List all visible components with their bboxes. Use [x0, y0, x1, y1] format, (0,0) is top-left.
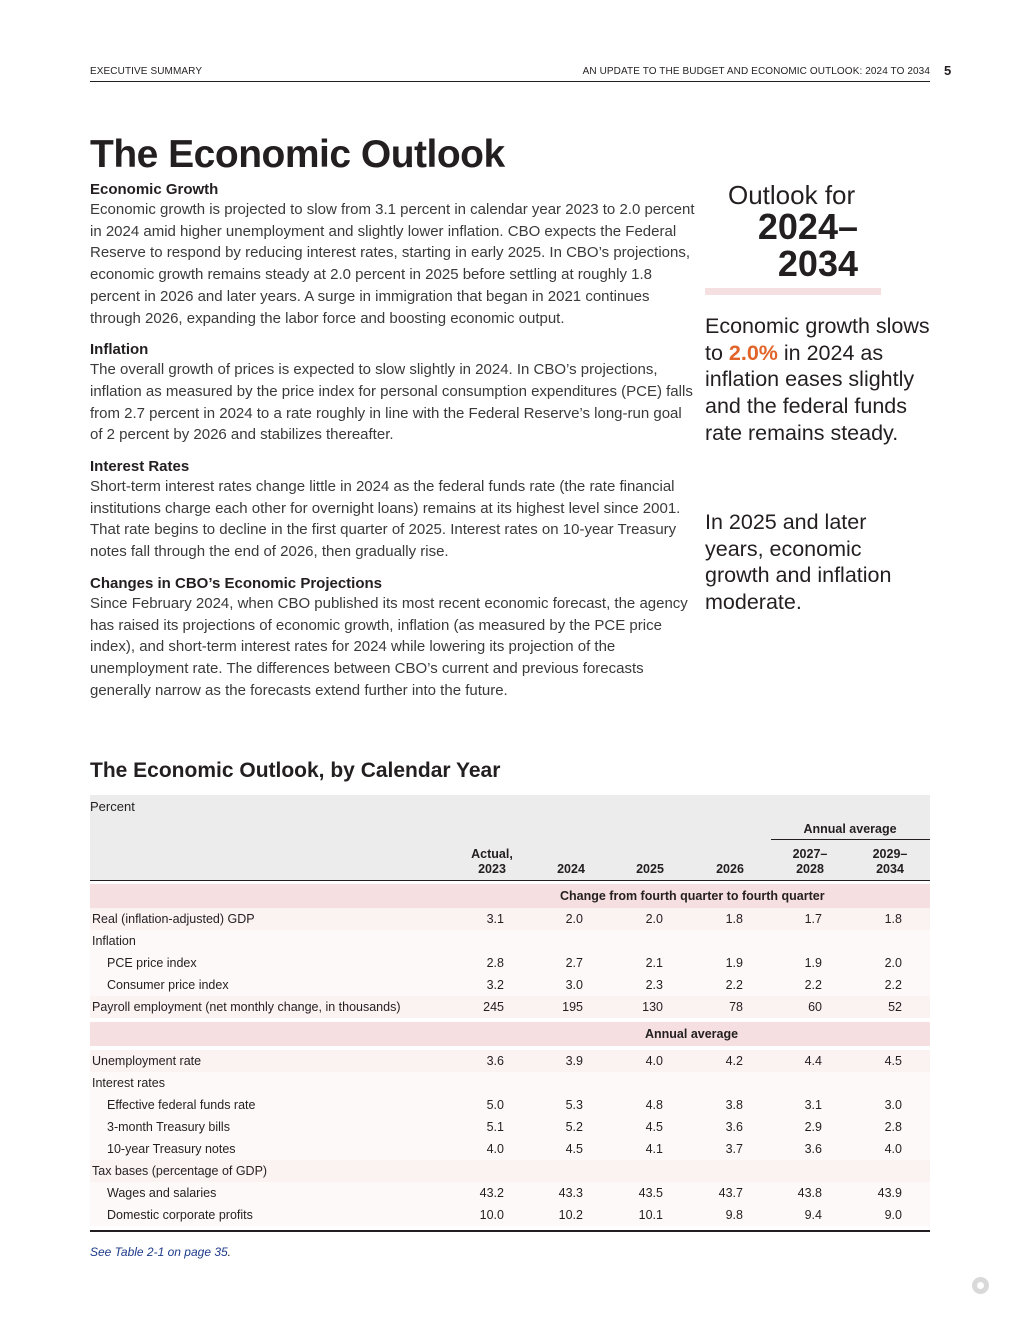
column-header-2025: [612, 862, 688, 877]
section-heading: Changes in CBO’s Economic Projections: [90, 574, 383, 592]
column-header-2024: [533, 862, 609, 877]
table-cell: 2.3: [645, 978, 663, 992]
column-group-label: Annual average: [803, 822, 897, 836]
table-cell: 4.2: [725, 1054, 743, 1068]
row-label: Wages and salaries: [107, 1186, 217, 1200]
column-header-2029-2034: [851, 847, 929, 877]
table-cell: 4.1: [645, 1142, 663, 1156]
running-header: [90, 64, 930, 82]
table-cell: 1.9: [804, 956, 822, 970]
table-cell: 4.0: [884, 1142, 902, 1156]
table-cell: 10.1: [638, 1208, 663, 1222]
table-cell: 10.0: [479, 1208, 504, 1222]
table-cell: 78: [729, 1000, 743, 1014]
table-row: [90, 1182, 930, 1204]
table-cell: 245: [483, 1000, 504, 1014]
section-heading: Interest Rates: [90, 458, 190, 476]
sidebar-paragraph-1: [705, 313, 930, 447]
table-cell: 1.7: [804, 912, 822, 926]
table-row: [90, 1204, 930, 1226]
table-reference-link[interactable]: See Table 2-1 on page 35: [90, 1245, 228, 1259]
table-row: [90, 1094, 930, 1116]
table-cell: 2.0: [884, 956, 902, 970]
note-period: .: [227, 1245, 232, 1259]
column-header-2023: [454, 847, 530, 877]
sidebar-highlight-value: 2.0%: [728, 340, 778, 365]
table-cell: 43.8: [797, 1186, 822, 1200]
column-header-2026: [692, 862, 768, 877]
table-row: [90, 1072, 930, 1094]
table-cell: 2.7: [565, 956, 583, 970]
section-paragraph: Economic growth is projected to slow from 3.1 percent in calendar year 2023 to 2.0 percent in 2024 amid higher unemployment and slightly lower inflation. CBO expects the Federal Reserve to respond by reducing interest rates, starting in early 2025. In CBO’s projections, economic growth remains steady at 2.0 percent in 2025 before settling at roughly 1.8 percent in 2026 and later years. A surge in immigration that began in 2021 continues through 2026, expanding the labor force and boosting economic output.: [90, 201, 695, 327]
table-cell: 3.8: [725, 1098, 743, 1112]
table-cell: 3.6: [804, 1142, 822, 1156]
section-inflation: [90, 340, 695, 446]
table-cell: 1.9: [725, 956, 743, 970]
row-label: Inflation: [92, 934, 136, 948]
table-row: [90, 930, 930, 952]
table-cell: 4.5: [565, 1142, 583, 1156]
table-cell: 2.2: [884, 978, 902, 992]
body-text-column: [90, 180, 695, 712]
table-cell: 52: [888, 1000, 902, 1014]
row-label: Payroll employment (net monthly change, in thousands): [92, 1000, 401, 1014]
table-cell: 2.1: [645, 956, 663, 970]
table-row: [90, 1050, 930, 1072]
table-cell: 3.0: [884, 1098, 902, 1112]
table-cell: 43.2: [479, 1186, 504, 1200]
table-cell: 3.6: [725, 1120, 743, 1134]
section-heading: Inflation: [90, 341, 149, 359]
header-rule: [90, 880, 930, 881]
cbo-logo-icon: [972, 1277, 989, 1294]
table-cell: 43.3: [558, 1186, 583, 1200]
table-cell: 5.2: [565, 1120, 583, 1134]
table-header: [90, 795, 930, 881]
sidebar-p1-start: Economic growth slows to: [705, 314, 930, 365]
table-subhead: [90, 884, 930, 908]
table-cell: 2.8: [486, 956, 504, 970]
column-header-line2: 2023: [478, 862, 506, 876]
row-label: Unemployment rate: [92, 1054, 202, 1068]
sidebar-years-line1: 2024–: [757, 206, 858, 247]
row-label: Tax bases (percentage of GDP): [92, 1164, 268, 1178]
table-cell: 60: [808, 1000, 822, 1014]
table-row: [90, 1138, 930, 1160]
table-cell: 43.9: [877, 1186, 902, 1200]
section-interest-rates: [90, 457, 695, 563]
table-cell: 5.3: [565, 1098, 583, 1112]
header-section-label: EXECUTIVE SUMMARY: [90, 66, 203, 77]
table-cell: 5.1: [486, 1120, 504, 1134]
table-cell: 2.2: [725, 978, 743, 992]
page-title: The Economic Outlook: [90, 133, 505, 176]
table-cell: 4.5: [884, 1054, 902, 1068]
table-cell: 4.0: [645, 1054, 663, 1068]
column-header-2027-2028: [771, 847, 849, 877]
section-heading: Economic Growth: [90, 181, 219, 198]
section-paragraph: Since February 2024, when CBO published its most recent economic forecast, the agency has raised its projections of economic growth, inflation (as measured by the PCE price index), and short-term interest rates for 2024 while lowering its projection of the unemployment rate. The differences between CBO’s current and previous forecasts generally narrow as the forecasts extend further into the future.: [90, 594, 688, 699]
table-cell: 3.1: [804, 1098, 822, 1112]
table-cell: 5.0: [486, 1098, 504, 1112]
table-cell: 43.7: [718, 1186, 743, 1200]
table-cell: 130: [642, 1000, 663, 1014]
row-label: 3-month Treasury bills: [107, 1120, 230, 1134]
table-cell: 2.0: [565, 912, 583, 926]
page-number: 5: [944, 63, 952, 78]
table-cell: 4.4: [804, 1054, 822, 1068]
table-row: [90, 1116, 930, 1138]
table-cell: 43.5: [638, 1186, 663, 1200]
column-header-line2: 2034: [876, 862, 904, 876]
column-header-line1: Actual,: [471, 847, 513, 861]
section-changes-projections: [90, 574, 695, 702]
table-source-note: [90, 1245, 231, 1259]
sidebar-years: [736, 208, 858, 282]
table-cell: 3.6: [486, 1054, 504, 1068]
table-cell: 3.9: [565, 1054, 583, 1068]
table-cell: 4.5: [645, 1120, 663, 1134]
table-cell: 195: [562, 1000, 583, 1014]
table-bottom-rule: [90, 1230, 930, 1232]
row-label: PCE price index: [107, 956, 197, 970]
table-cell: 9.0: [884, 1208, 902, 1222]
table-cell: 3.7: [725, 1142, 743, 1156]
section-economic-growth: [90, 180, 695, 329]
column-group-rule: [771, 839, 930, 840]
table-row: [90, 1160, 930, 1182]
table-cell: 2.0: [645, 912, 663, 926]
table-row: [90, 996, 930, 1018]
table-cell: 3.2: [486, 978, 504, 992]
section-paragraph: The overall growth of prices is expected to slow slightly in 2024. In CBO’s projections, inflation as measured by the price index for personal consumption expenditures (PCE) falls from 2.7 percent in 2024 to a rate roughly in line with the Federal Reserve’s long-run goal of 2 percent by 2026 and stabilizes thereafter.: [90, 361, 693, 444]
table-cell: 3.0: [565, 978, 583, 992]
row-label: Interest rates: [92, 1076, 165, 1090]
row-label: Domestic corporate profits: [107, 1208, 253, 1222]
table-cell: 10.2: [558, 1208, 583, 1222]
header-report-title: AN UPDATE TO THE BUDGET AND ECONOMIC OUTLOOK: 2024 TO 2034: [582, 66, 930, 77]
column-header-line2: 2028: [796, 862, 824, 876]
table-cell: 2.8: [884, 1120, 902, 1134]
column-header-line1: 2029–: [872, 847, 908, 861]
table-cell: 1.8: [884, 912, 902, 926]
sidebar-p1-end: in 2024 as inflation eases slightly and the federal funds rate remains steady.: [705, 340, 915, 445]
table-cell: 2.2: [804, 978, 822, 992]
sidebar-paragraph-2: In 2025 and later years, economic growth and inflation moderate.: [705, 510, 892, 615]
column-header-line1: 2027–: [792, 847, 828, 861]
table-subhead: [90, 1022, 930, 1046]
table-cell: 9.8: [725, 1208, 743, 1222]
table-cell: 1.8: [725, 912, 743, 926]
subhead-label: Change from fourth quarter to fourth quarter: [560, 889, 825, 903]
table-row: [90, 952, 930, 974]
table-cell: 3.1: [486, 912, 504, 926]
table-cell: 4.8: [645, 1098, 663, 1112]
row-label: Real (inflation-adjusted) GDP: [92, 912, 255, 926]
column-header-line2: 2026: [716, 862, 744, 876]
row-label: Consumer price index: [107, 978, 229, 992]
row-label: Effective federal funds rate: [107, 1098, 256, 1112]
column-header-line2: 2025: [636, 862, 664, 876]
row-label: 10-year Treasury notes: [107, 1142, 236, 1156]
subhead-label: Annual average: [645, 1027, 739, 1041]
table-unit-label: Percent: [90, 799, 135, 814]
table-cell: 2.9: [804, 1120, 822, 1134]
table-row: [90, 908, 930, 930]
sidebar-years-line2: 2034: [777, 243, 858, 284]
section-paragraph: Short-term interest rates change little in 2024 as the federal funds rate (the rate financial institutions charge each other for overnight loans) remains at its highest level since 2001. That rate begins to decline in the first quarter of 2025. Interest rates on 10-year Treasury notes fall through the end of 2026, then gradually rise.: [90, 478, 681, 561]
sidebar-outlook-label: Outlook for: [728, 180, 856, 210]
table-cell: 4.0: [486, 1142, 504, 1156]
table-row: [90, 974, 930, 996]
column-header-line2: 2024: [557, 862, 585, 876]
table-title: The Economic Outlook, by Calendar Year: [90, 759, 501, 782]
sidebar-divider: [705, 288, 881, 295]
table-cell: 9.4: [804, 1208, 822, 1222]
